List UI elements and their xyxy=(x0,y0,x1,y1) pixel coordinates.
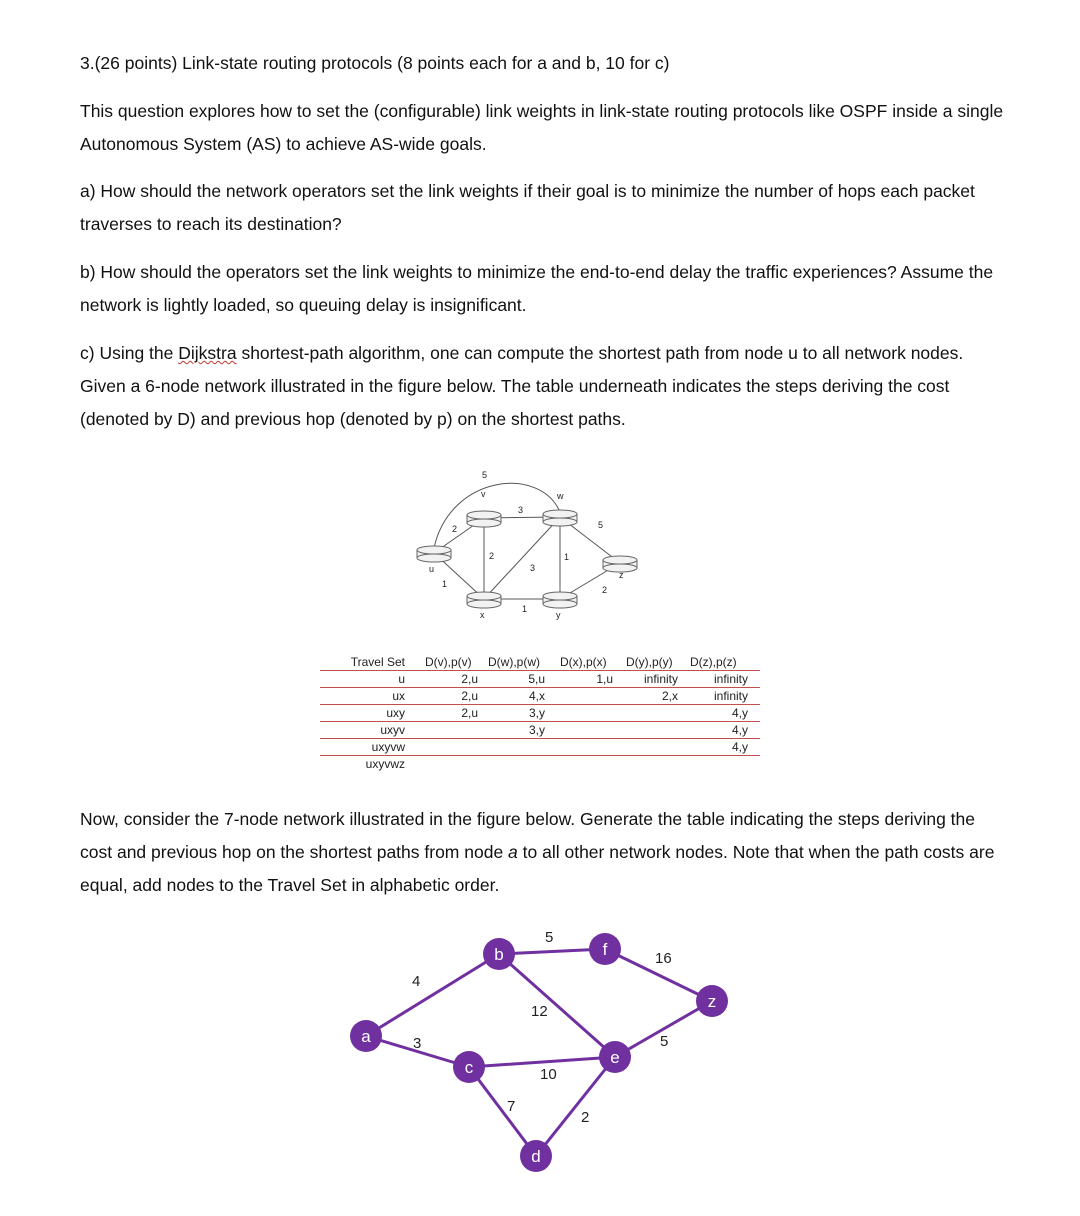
part-c-dijkstra-word: Dijkstra xyxy=(178,343,237,363)
row2-travel-set: ux xyxy=(392,689,405,703)
row3-dw: 3,y xyxy=(528,706,545,720)
header-dz: D(z),p(z) xyxy=(690,655,737,669)
row2-dw: 4,x xyxy=(528,689,545,703)
row3-dz: 4,y xyxy=(731,706,748,720)
f2-label-b: b xyxy=(494,945,504,964)
row3-dv: 2,u xyxy=(461,706,478,720)
now-after: to all other network nodes. Note that when the path costs are equal, add nodes to the Travel Set in alphabetic order. xyxy=(80,842,995,895)
part-c-after: shortest-path algorithm, one can compute the shortest path from node u to all network nodes. Given a 6-node network illustrated in the figure below. The table underneath indicates the steps deriving the cost (denoted by D) and previous hop (denoted by p) on the shortest paths. xyxy=(80,343,964,429)
header-dy: D(y),p(y) xyxy=(626,655,673,669)
f2-label-d: d xyxy=(531,1147,541,1166)
f1-label-z: z xyxy=(619,570,624,580)
f1-weight-w-z: 5 xyxy=(598,520,604,530)
row5-travel-set: uxyvw xyxy=(371,740,405,754)
f2-label-a: a xyxy=(361,1027,371,1046)
header-dx: D(x),p(x) xyxy=(560,655,607,669)
f2-label-z: z xyxy=(707,992,717,1011)
row1-dy: infinity xyxy=(643,672,678,686)
f2-weight-b-f: 5 xyxy=(545,929,554,946)
f2-weight-d-e: 2 xyxy=(581,1109,590,1126)
table-row xyxy=(320,688,760,705)
f2-weight-c-e: 10 xyxy=(540,1066,557,1083)
f1-weight-x-w: 3 xyxy=(530,563,536,573)
f1-weight-w-y: 1 xyxy=(564,552,570,562)
f1-label-y: y xyxy=(556,610,561,620)
row1-dw: 5,u xyxy=(528,672,545,686)
table-header-row xyxy=(320,654,760,671)
row6-travel-set: uxyvwz xyxy=(365,757,405,771)
row1-dv: 2,u xyxy=(461,672,478,686)
f1-weight-x-y: 1 xyxy=(522,604,528,614)
table-row xyxy=(320,722,760,739)
f1-node-x xyxy=(467,592,501,608)
header-travel-set: Travel Set xyxy=(350,655,405,669)
f2-weight-f-z: 16 xyxy=(655,950,672,967)
f1-weight-v-w: 3 xyxy=(518,505,524,515)
f2-label-f: f xyxy=(602,940,608,959)
header-dv: D(v),p(v) xyxy=(425,655,472,669)
f1-label-u: u xyxy=(429,564,435,574)
seven-node-network-figure xyxy=(340,920,740,1180)
f1-edge-x-w xyxy=(484,517,560,599)
f2-weight-a-b: 4 xyxy=(412,973,421,990)
row4-dw: 3,y xyxy=(528,723,545,737)
table-row xyxy=(320,671,760,688)
row2-dz: infinity xyxy=(713,689,748,703)
question-intro: This question explores how to set the (configurable) link weights in link-state routing protocols like OSPF inside a single Autonomous System (AS) to achieve AS-wide goals. xyxy=(80,101,1004,154)
f2-edge-a-b xyxy=(366,954,499,1036)
f1-node-u xyxy=(417,546,451,562)
row4-travel-set: uxyv xyxy=(380,723,405,737)
six-node-network-figure xyxy=(400,460,660,630)
row1-dz: infinity xyxy=(713,672,748,686)
f2-label-c: c xyxy=(464,1058,474,1077)
row5-dz: 4,y xyxy=(731,740,748,754)
table-row xyxy=(320,705,760,722)
f1-label-w: w xyxy=(557,491,564,501)
f1-weight-u-v: 2 xyxy=(452,524,458,534)
f1-weight-u-w: 5 xyxy=(482,470,488,480)
f2-edge-b-e xyxy=(499,954,615,1057)
f2-weight-c-d: 7 xyxy=(507,1098,516,1115)
part-c-text xyxy=(80,337,1010,436)
row2-dy: 2,x xyxy=(661,689,678,703)
seven-node-question-text xyxy=(80,803,1010,902)
part-a-text: a) How should the network operators set the link weights if their goal is to minimize the number of hops each packet traverses to reach its destination? xyxy=(80,181,975,234)
dijkstra-steps-table xyxy=(320,654,760,772)
row1-dx: 1,u xyxy=(596,672,613,686)
f1-node-v xyxy=(467,511,501,527)
f1-weight-y-z: 2 xyxy=(602,585,608,595)
f2-weight-b-e: 12 xyxy=(531,1003,548,1020)
f1-node-w xyxy=(543,510,577,526)
now-source-node: a xyxy=(508,842,518,862)
f1-node-y xyxy=(543,592,577,608)
table-row xyxy=(320,739,760,756)
row1-travel-set: u xyxy=(398,672,405,686)
part-b-text: b) How should the operators set the link weights to minimize the end-to-end delay the traffic experiences? Assume the network is lightly loaded, so queuing delay is insignificant. xyxy=(80,262,994,315)
f1-label-x: x xyxy=(480,610,485,620)
f1-weight-u-x: 1 xyxy=(442,579,448,589)
f2-weight-e-z: 5 xyxy=(660,1033,669,1050)
f1-label-v: v xyxy=(481,489,486,499)
row2-dv: 2,u xyxy=(461,689,478,703)
question-title: 3.(26 points) Link-state routing protocols (8 points each for a and b, 10 for c) xyxy=(80,53,670,73)
now-before: Now, consider the 7-node network illustrated in the figure below. Generate the table indicating the steps deriving the cost and previous hop on the shortest paths from node xyxy=(80,809,975,862)
row3-travel-set: uxy xyxy=(386,706,405,720)
f1-weight-v-x: 2 xyxy=(489,551,495,561)
table-row xyxy=(320,756,760,772)
header-dw: D(w),p(w) xyxy=(488,655,540,669)
f2-weight-a-c: 3 xyxy=(413,1035,422,1052)
f2-edge-c-d xyxy=(469,1067,536,1156)
f2-label-e: e xyxy=(610,1048,620,1067)
row4-dz: 4,y xyxy=(731,723,748,737)
part-c-before: c) Using the xyxy=(80,343,179,363)
